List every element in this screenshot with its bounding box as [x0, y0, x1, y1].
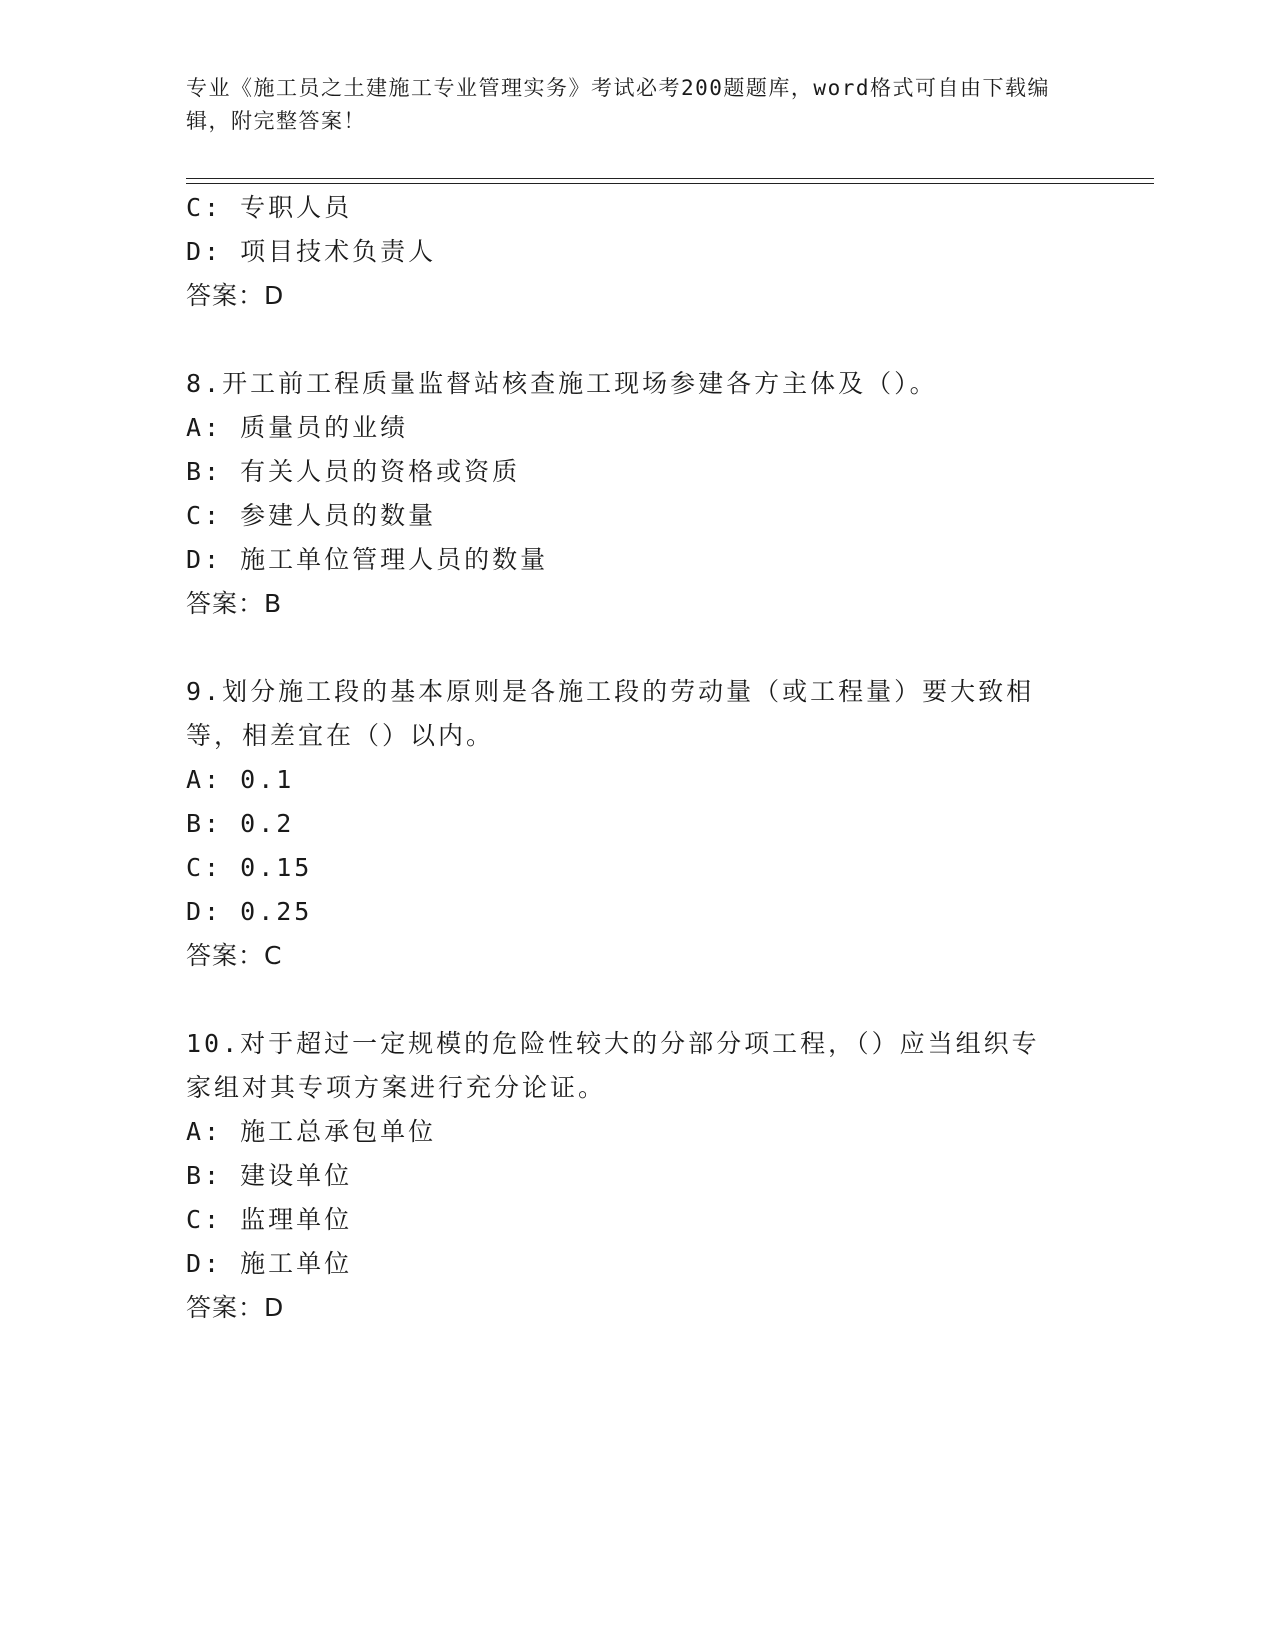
q10-option-d: D: 施工单位	[186, 1249, 353, 1278]
header-divider-top	[186, 178, 1154, 179]
q9-option-d: D: 0.25	[186, 897, 313, 926]
q9-question-line2: 等，相差宜在（）以内。	[186, 721, 495, 750]
q9-option-b: B: 0.2	[186, 809, 295, 838]
header-divider-bottom	[186, 183, 1154, 184]
q10-question-line2: 家组对其专项方案进行充分论证。	[186, 1073, 607, 1102]
q9-option-a: A: 0.1	[186, 765, 295, 794]
q7-option-d: D: 项目技术负责人	[186, 237, 437, 266]
q8-question: 8.开工前工程质量监督站核查施工现场参建各方主体及（）。	[186, 369, 938, 398]
q10-answer: 答案：D	[186, 1293, 285, 1322]
q8-option-c: C: 参建人员的数量	[186, 501, 437, 530]
q7-answer: 答案：D	[186, 281, 285, 310]
q10-option-a: A: 施工总承包单位	[186, 1117, 437, 1146]
q7-option-c: C: 专职人员	[186, 193, 353, 222]
q10-question-line1: 10.对于超过一定规模的危险性较大的分部分项工程，（）应当组织专	[186, 1029, 1040, 1058]
document-header: 专业《施工员之土建施工专业管理实务》考试必考200题题库，word格式可自由下载编辑，附完整答案！	[186, 76, 1050, 133]
q9-answer: 答案：C	[186, 941, 283, 970]
q9-question-line1: 9.划分施工段的基本原则是各施工段的劳动量（或工程量）要大致相	[186, 677, 1035, 706]
q10-option-c: C: 监理单位	[186, 1205, 353, 1234]
q9-option-c: C: 0.15	[186, 853, 313, 882]
q8-answer: 答案：B	[186, 589, 283, 618]
q8-option-a: A: 质量员的业绩	[186, 413, 409, 442]
q8-option-d: D: 施工单位管理人员的数量	[186, 545, 549, 574]
q10-option-b: B: 建设单位	[186, 1161, 353, 1190]
q8-option-b: B: 有关人员的资格或资质	[186, 457, 521, 486]
